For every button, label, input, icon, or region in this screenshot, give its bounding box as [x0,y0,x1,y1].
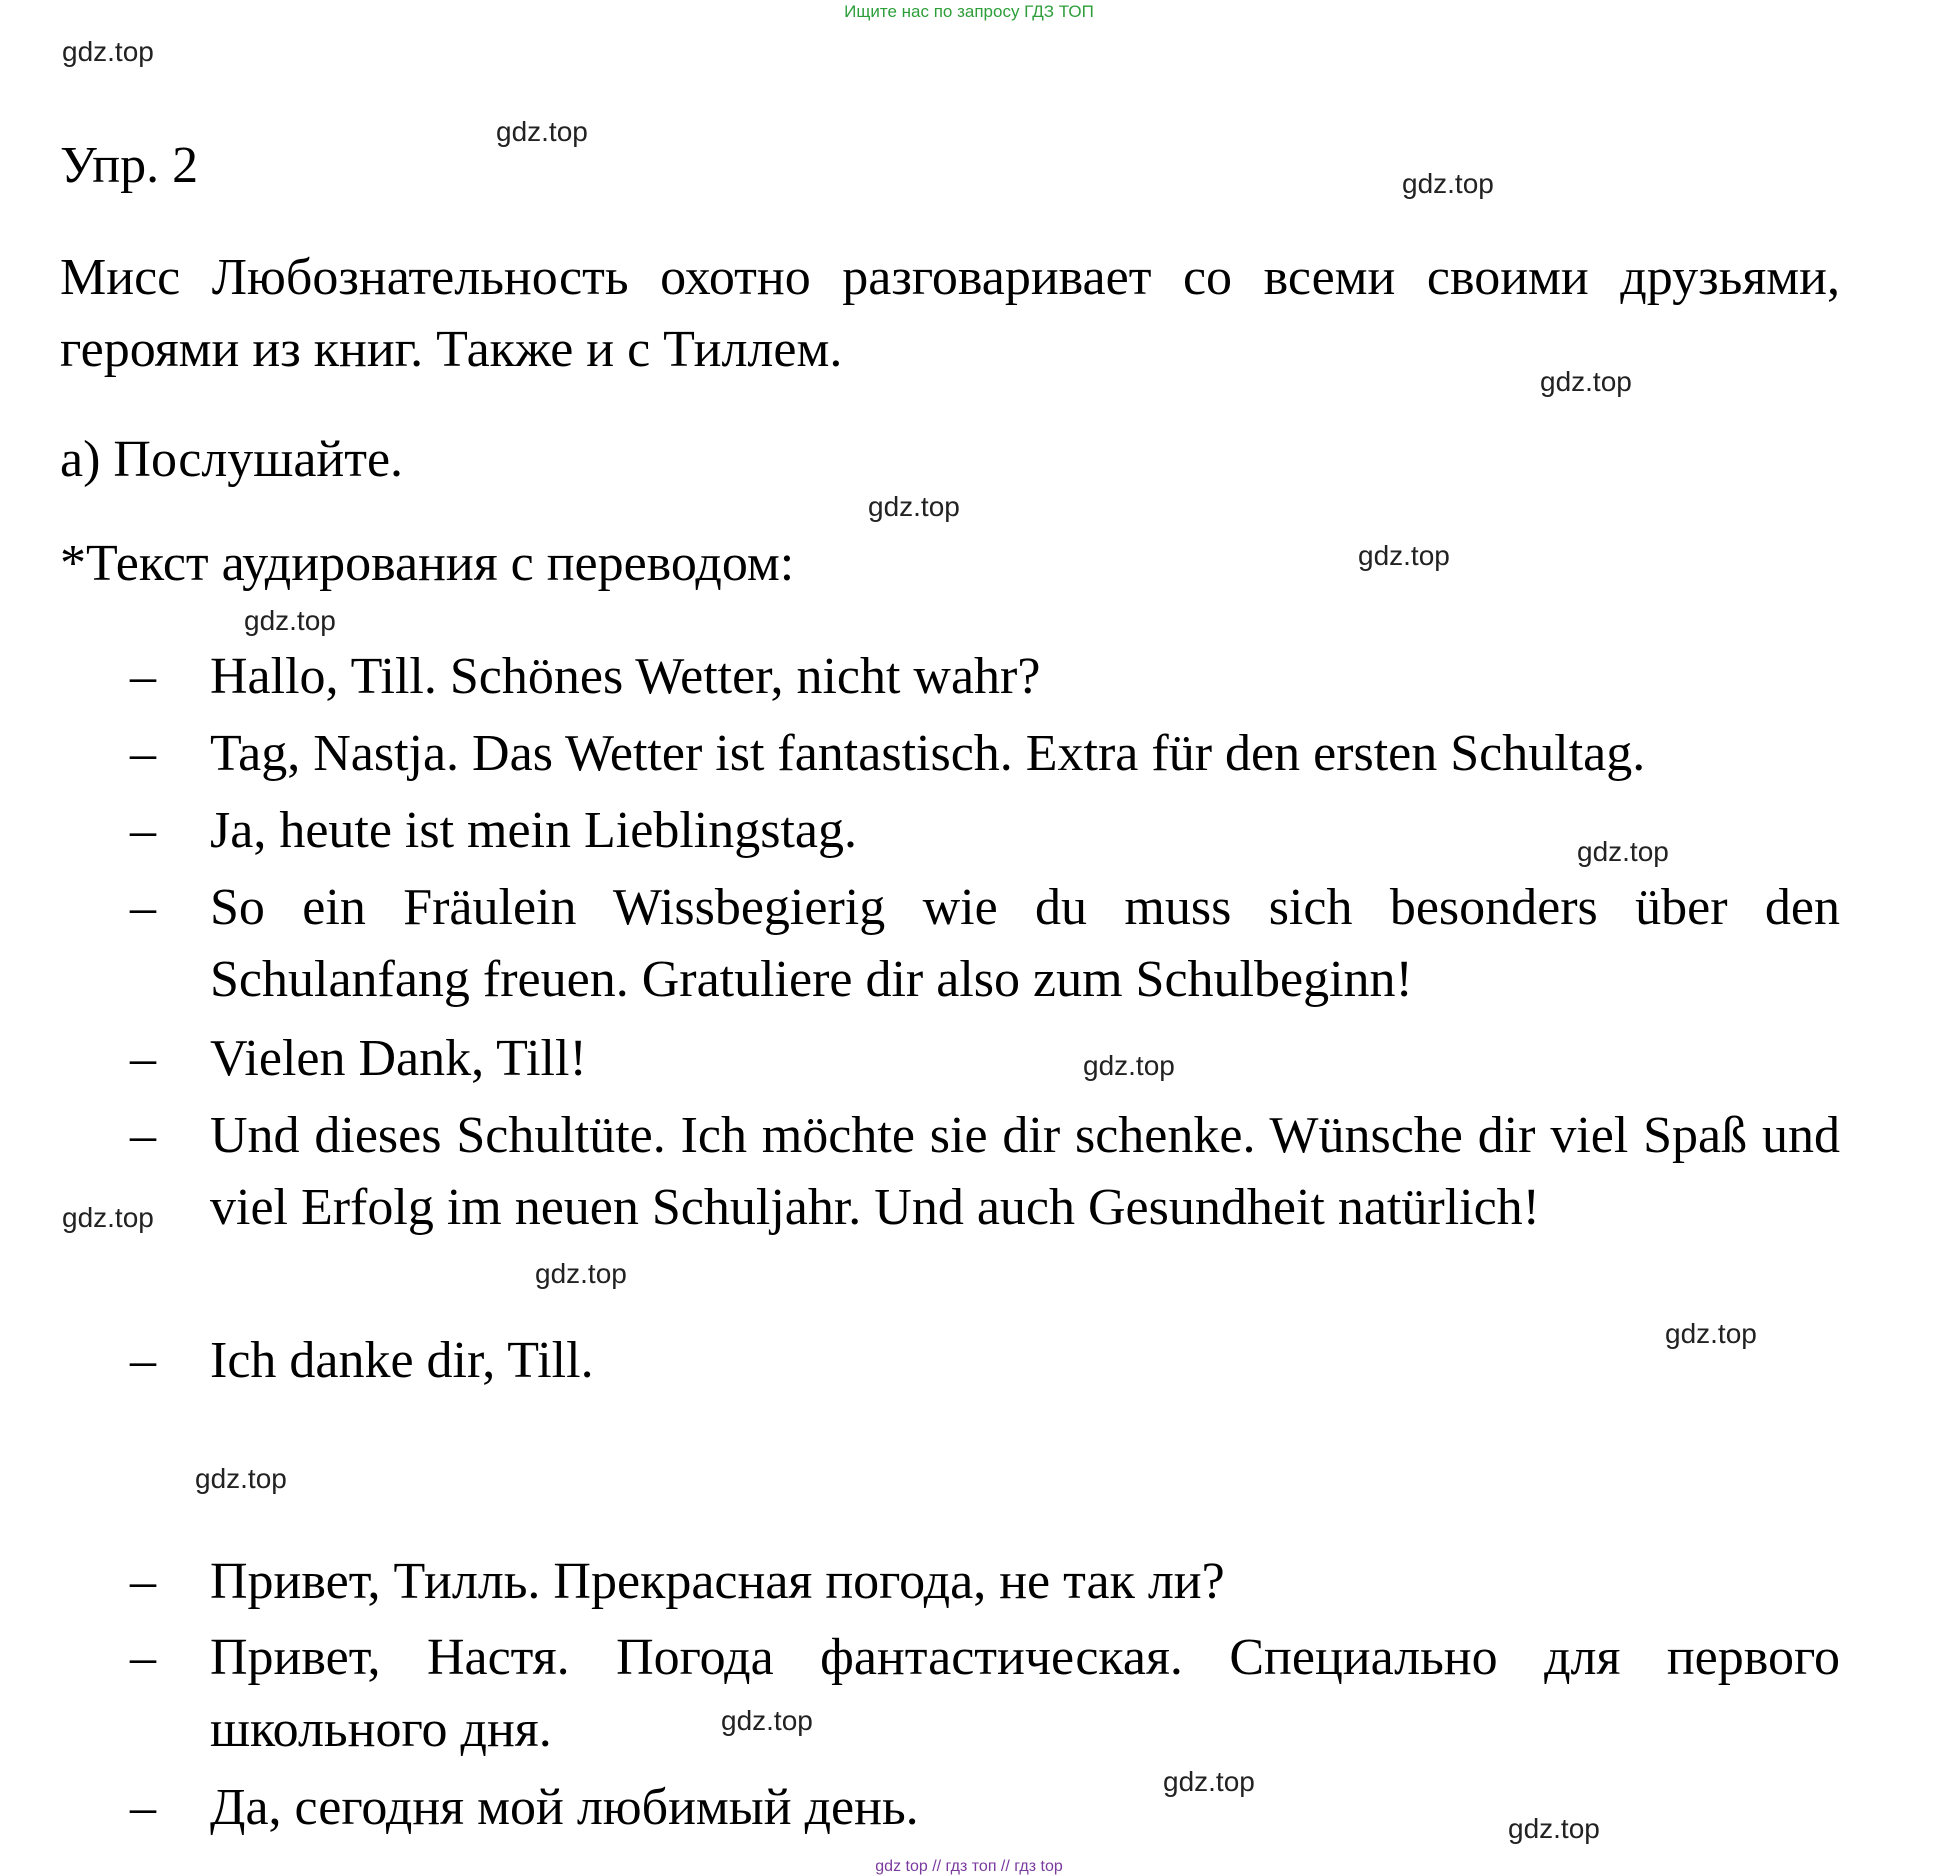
watermark: gdz.top [1577,836,1669,867]
watermark: gdz.top [62,36,154,67]
dialogue-text: Und dieses Schultüte. Ich möchte sie dir schenke. Wünsche dir viel Spaß und viel Erfolg im neuen Schuljahr. Und auch Gesundheit natürlich! [210,1107,1840,1236]
dialogue-text: Ich danke dir, Till. [210,1332,594,1389]
translation-line [130,1622,1840,1766]
translation-text: Привет, Тилль. Прекрасная погода, не так ли? [210,1553,1225,1610]
watermark: gdz.top [496,116,588,147]
dialogue-text: Tag, Nastja. Das Wetter ist fantastisch. Extra für den ersten Schultag. [210,725,1646,782]
watermark: gdz.top [62,1202,154,1233]
translation-line [130,1772,1840,1844]
dash: – [130,1553,156,1610]
dialogue-line [130,641,1840,713]
dialogue-line [130,718,1840,790]
dialogue-text: So ein Fräulein Wissbegierig wie du muss sich besonders über den Schulanfang freuen. Gratuliere dir also zum Schulbeginn! [210,879,1840,1008]
footer-links[interactable]: gdz top // гдз топ // гдз top [875,1858,1063,1875]
watermark: gdz.top [868,491,960,522]
dash: – [130,1030,156,1087]
dialogue-line [130,1325,1840,1397]
watermark: gdz.top [1508,1813,1600,1844]
watermark: gdz.top [1402,168,1494,199]
dialogue-line [130,795,1840,867]
task-a: а) Послушайте. [60,431,404,488]
exercise-heading: Упр. 2 [60,137,199,194]
watermark: gdz.top [1083,1050,1175,1081]
dash: – [130,802,156,859]
dash: – [130,648,156,705]
intro-paragraph: Мисс Любознательность охотно разговаривает со всеми своими друзьями, героями из книг. Также и с Тиллем. [60,249,1840,378]
top-banner[interactable]: Ищите нас по запросу ГДЗ ТОП [844,2,1094,21]
translation-line [130,1546,1840,1618]
dialogue-line [130,1023,1840,1095]
watermark: gdz.top [535,1258,627,1289]
watermark: gdz.top [1163,1766,1255,1797]
watermark: gdz.top [1665,1318,1757,1349]
dash: – [130,1107,156,1164]
listening-title: *Текст аудирования с переводом: [60,535,795,592]
watermark: gdz.top [244,605,336,636]
translation-text: Да, сегодня мой любимый день. [210,1779,919,1836]
dash: – [130,1332,156,1389]
dialogue-text: Hallo, Till. Schönes Wetter, nicht wahr? [210,648,1041,705]
dialogue-line [130,1100,1840,1244]
dialogue-text: Ja, heute ist mein Lieblingstag. [210,802,857,859]
dash: – [130,1629,156,1686]
dash: – [130,879,156,936]
dash: – [130,1779,156,1836]
watermark: gdz.top [721,1705,813,1736]
dialogue-text: Vielen Dank, Till! [210,1030,587,1087]
watermark: gdz.top [1358,540,1450,571]
watermark: gdz.top [195,1463,287,1494]
translation-text: Привет, Настя. Погода фантастическая. Специально для первого школьного дня. [210,1629,1840,1758]
dialogue-line [130,872,1840,1016]
dash: – [130,725,156,782]
watermark: gdz.top [1540,366,1632,397]
